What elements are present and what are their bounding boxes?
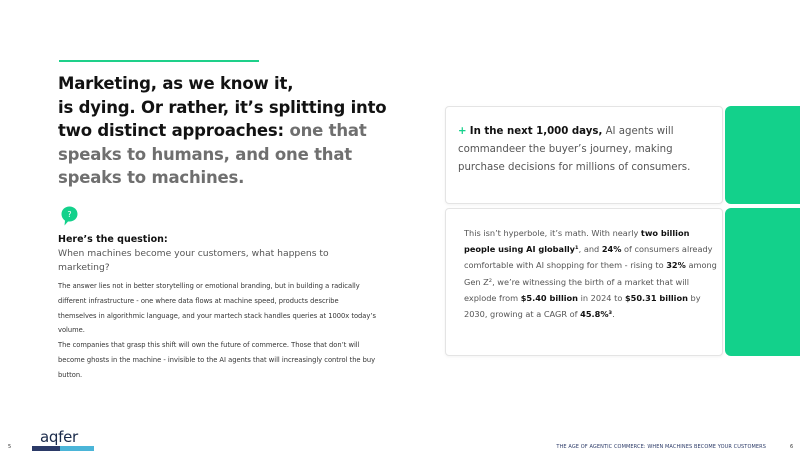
highlight-card-bottom-text (464, 225, 720, 322)
question-bubble-icon (61, 206, 78, 226)
card-text: This isn’t hyperbole, it’s math. With nearly (464, 228, 641, 238)
headline-line: speaks to machines. (58, 168, 245, 187)
card-text: . (612, 309, 615, 320)
card-text: we’re witnessing the birth of a market that will explode from (464, 276, 690, 303)
question-title: Here’s the question: (58, 234, 168, 245)
card-stat: $50.31 billion (624, 292, 688, 303)
page-number-right: 6 (790, 444, 794, 450)
logo-text: aqfer (40, 428, 78, 446)
card-top-rest: AI agents will commandeer the buyer’s journey, making purchase decisions for millions of consumers. (458, 126, 691, 173)
headline (58, 72, 388, 190)
headline-line (58, 119, 388, 143)
card-stat: $5.40 billion (520, 292, 579, 303)
card-stat: 32% (666, 260, 686, 271)
logo-bar (32, 446, 94, 451)
card-stat: 24% (601, 244, 622, 255)
headline-line: is dying. Or rather, it’s splitting into (58, 97, 387, 117)
aqfer-logo (32, 430, 94, 451)
footer-title: THE AGE OF AGENTIC COMMERCE: WHEN MACHINES BECOME YOUR CUSTOMERS (556, 444, 766, 450)
headline-strong: two distinct approaches: (58, 121, 284, 140)
svg-text:?: ? (67, 210, 72, 219)
green-accent-tab (725, 208, 800, 356)
headline-muted: one that (283, 121, 367, 140)
card-text: in 2024 to (578, 292, 625, 303)
page-number-left: 5 (8, 444, 12, 450)
card-stat: two billion people using AI globally¹ (464, 228, 690, 255)
card-top-strong: In the next 1,000 days, (469, 126, 603, 137)
headline-line: speaks to humans, and one that (58, 144, 352, 164)
body-paragraph: The companies that grasp this shift will own the future of commerce. Those that don’t will become ghosts in the machine - invisible to the AI agents that will increasingly control the buy button. (58, 341, 376, 379)
green-accent-tab (725, 106, 800, 204)
card-text: among Gen Z², (464, 260, 717, 287)
card-text: , and (578, 244, 602, 255)
body-paragraph: The answer lies not in better storytelling or emotional branding, but in building a radically different infrastructure - one where data flows at machine speed, products describe themselves in algorithmic language, and your martech stack handles queries at 1000x today’s volume. (58, 282, 376, 335)
card-stat: 45.8%³ (580, 309, 613, 320)
plus-icon: + (458, 126, 467, 137)
card-text: of consumers already comfortable with AI shopping for them - rising to (464, 244, 713, 271)
headline-line: Marketing, as we know it, (58, 74, 294, 93)
top-accent-rule (59, 60, 259, 62)
question-subtitle: When machines become your customers, what happens to marketing? (58, 248, 329, 273)
highlight-card-top-text (458, 123, 718, 177)
card-text: by 2030, growing at a CAGR of (464, 292, 701, 320)
